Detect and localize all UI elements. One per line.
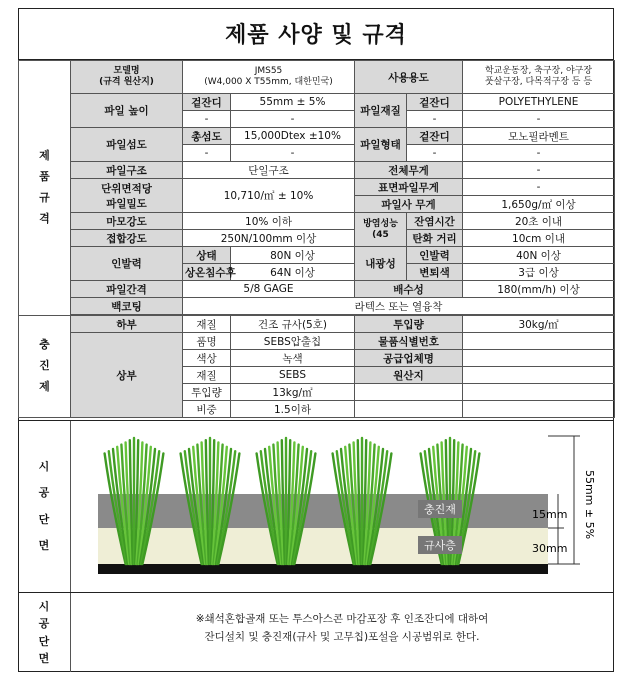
dim-15: 15mm	[532, 508, 568, 521]
total-weight-label: 전체무게	[355, 162, 463, 179]
char-value: 10cm 이내	[463, 230, 615, 247]
tensile2-label: 인발력	[407, 247, 463, 264]
material2-value: SEBS	[231, 367, 355, 384]
empty-cell: -	[407, 145, 463, 162]
use-value: 학교운동장, 축구장, 야구장 풋살구장, 다목적구장 등 등	[463, 61, 615, 94]
product-label: 품명	[183, 333, 231, 350]
section-label-spec: 제 품 규 격	[19, 61, 71, 316]
lower-material: 건조 규사(5호)	[231, 316, 355, 333]
blank-cell	[463, 401, 615, 418]
state-value: 80N 이상	[231, 247, 355, 264]
section-label-fill: 충 진 제	[19, 316, 71, 418]
pile-density-label: 파일섬도	[71, 128, 183, 162]
backing-value: 라텍스 또는 열융착	[183, 298, 615, 315]
state-label: 상태	[183, 247, 231, 264]
surface-weight-label: 표면파일무게	[355, 179, 463, 196]
note-line-2: 잔디설치 및 충진재(규사 및 고무칩)포설을 시공범위로 한다.	[204, 630, 480, 643]
blank-cell	[355, 384, 463, 401]
blank-cell	[355, 401, 463, 418]
section-label-note: 시 공 단 면	[18, 593, 71, 672]
supplier-label: 공급업체명	[355, 350, 463, 367]
discolor-label: 변퇴색	[407, 264, 463, 281]
pile-material-value: POLYETHYLENE	[463, 94, 615, 111]
room-temp-label: 상온침수후	[183, 264, 231, 281]
residual-value: 20초 이내	[463, 213, 615, 230]
lower-input: 30kg/㎡	[463, 316, 615, 333]
char-label: 탄화 거리	[407, 230, 463, 247]
tensile2-value: 40N 이상	[463, 247, 615, 264]
dim-total: 55mm ± 5%	[583, 470, 596, 540]
section-label-view: 시 공 단 면	[18, 421, 71, 592]
supplier-value	[463, 350, 615, 367]
pile-height-label: 파일 높이	[71, 94, 183, 128]
color-label: 색상	[183, 350, 231, 367]
sand-label: 규사층	[424, 539, 456, 552]
unit-area-value: 10,710/㎡ ± 10%	[183, 179, 355, 213]
pile-form-value: 모노필라멘트	[463, 128, 615, 145]
wear-value: 10% 이하	[183, 213, 355, 230]
backing-label: 백코팅	[71, 298, 183, 315]
id-label: 물품식별번호	[355, 333, 463, 350]
total-density-label: 총섬도	[183, 128, 231, 145]
surface-weight-value: -	[463, 179, 615, 196]
upper-label: 상부	[71, 333, 183, 418]
empty-cell: -	[407, 111, 463, 128]
turf-label: 겉잔디	[407, 128, 463, 145]
tuft-label: 접합강도	[71, 230, 183, 247]
empty-cell: -	[463, 111, 615, 128]
infill-layer	[98, 494, 548, 528]
pile-height-value: 55mm ± 5%	[231, 94, 355, 111]
color-value: 녹색	[231, 350, 355, 367]
durability-label: 내광성	[355, 247, 407, 281]
shock-label: 방염성능 (45	[355, 213, 407, 247]
yarn-weight-value: 1,650g/㎡ 이상	[463, 196, 615, 213]
cross-section-diagram	[70, 424, 610, 588]
empty-cell: -	[183, 111, 231, 128]
input-label: 투입량	[355, 316, 463, 333]
origin-label: 원산지	[355, 367, 463, 384]
empty-cell: -	[231, 145, 355, 162]
model-value: JMS55 (W4,000 X T55mm, 대한민국)	[183, 61, 355, 94]
yarn-weight-label: 파일사 무게	[355, 196, 463, 213]
note-block	[18, 592, 614, 672]
room-temp-value: 64N 이상	[231, 264, 355, 281]
infill-label: 충진재	[424, 503, 456, 516]
pile-material-label: 파일재질	[355, 94, 407, 128]
tuft-value: 250N/100mm 이상	[183, 230, 355, 247]
pile-structure-value: 단일구조	[183, 162, 355, 179]
product-value: SEBS압출칩	[231, 333, 355, 350]
residual-label: 잔염시간	[407, 213, 463, 230]
total-density-value: 15,000Dtex ±10%	[231, 128, 355, 145]
gauge-value: 5/8 GAGE	[183, 281, 355, 298]
wear-label: 마모강도	[71, 213, 183, 230]
gravity-value: 1.5이하	[231, 401, 355, 418]
input2-value: 13kg/㎡	[231, 384, 355, 401]
origin-value	[463, 367, 615, 384]
lower-label: 하부	[71, 316, 183, 333]
spec-table	[18, 60, 615, 418]
use-label: 사용용도	[355, 61, 463, 94]
turf-label: 겉잔디	[407, 94, 463, 111]
unit-area-label: 단위면적당 파일밀도	[71, 179, 183, 213]
input2-label: 투입량	[183, 384, 231, 401]
id-value	[463, 333, 615, 350]
empty-cell: -	[231, 111, 355, 128]
base-layer	[98, 564, 548, 574]
discolor-value: 3급 이상	[463, 264, 615, 281]
pile-structure-label: 파일구조	[71, 162, 183, 179]
model-label: 모델명 (규격 원산지)	[71, 61, 183, 94]
material2-label: 재질	[183, 367, 231, 384]
sand-layer	[98, 528, 548, 566]
blank-cell	[463, 384, 615, 401]
drain-label: 배수성	[355, 281, 463, 298]
drain-value: 180(mm/h) 이상	[463, 281, 615, 298]
total-weight-value: -	[463, 162, 615, 179]
gravity-label: 비중	[183, 401, 231, 418]
empty-cell: -	[183, 145, 231, 162]
tensile-label: 인발력	[71, 247, 183, 281]
note-line-1: ※쇄석혼합골재 또는 투스아스콘 마감포장 후 인조잔디에 대하여	[195, 613, 489, 625]
page-title: 제품 사양 및 규격	[18, 8, 614, 60]
dim-30: 30mm	[532, 542, 568, 555]
turf-label: 겉잔디	[183, 94, 231, 111]
construction-note	[70, 611, 614, 647]
material-label: 재질	[183, 316, 231, 333]
pile-form-label: 파일형태	[355, 128, 407, 162]
empty-cell: -	[463, 145, 615, 162]
gauge-label: 파일간격	[71, 281, 183, 298]
